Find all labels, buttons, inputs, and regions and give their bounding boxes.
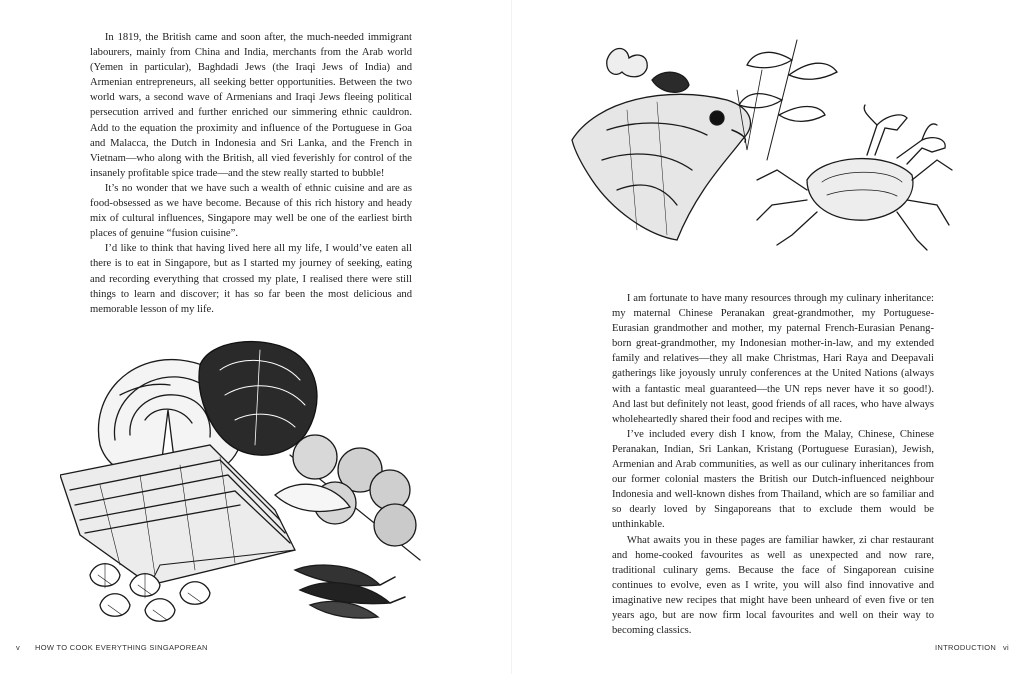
chillies-illustration	[295, 565, 405, 618]
paragraph: In 1819, the British came and soon after, the much-needed immigrant labourers, mainly from China and India, merchants from the Arab world (Yemen in particular), Baghdadi Jews (the Iraqi Jews of India) and Armenian entrepreneurs, all seeking better opportunities. Between the two world wars, a second wave of Armenians and Iraqi Jews fleeing political persecution arrived and further enriched our simmering ethnic cauldron. Add to the equation the proximity and influence of the Portuguese in Goa and Malacca, the Dutch in Indonesia and Sri Lanka, and the French in Vietnam—who along with the British, all vied feverishly for control of the insanely profitable spice trade—and the stew really started to bubble!	[90, 32, 412, 179]
running-head: HOW TO COOK EVERYTHING SINGAPOREAN	[35, 643, 208, 652]
paragraph: I’d like to think that having lived here all my life, I would’ve eaten all there is to eat in Singapore, but as I started my journey of seeking, eating and recording everything that crossed my plate, I realised there were still things to learn and discover; it has so far been the most delicious and memorable lesson of my life.	[90, 243, 412, 315]
fishballs-illustration	[275, 435, 420, 560]
folio-number: v	[16, 643, 21, 652]
folio-number: vi	[1003, 643, 1010, 652]
running-head: INTRODUCTION	[935, 643, 997, 652]
right-page	[512, 0, 1024, 674]
left-body-text	[90, 30, 412, 317]
paragraph: I am fortunate to have many resources through my culinary inheritance: my maternal Chinese Peranakan great-grandmother, my Portuguese-Eurasian grandmother and mother, my paternal French-Eurasian Penang-born great-grandmother, my Indonesian mother-in-law, and my extended family and relatives—they all make Christmas, Hari Raya and Deepavali gatherings like joyously unruly conferences at the United Nations (always with a fantastic meal guaranteed—the UN reps never have it so good!). And last but definitely not least, good friends of all races, who have always wholeheartedly shared their food and recipes with me.	[612, 293, 934, 425]
seafood-illustration	[567, 30, 967, 270]
paragraph: I’ve included every dish I know, from the Malay, Chinese, Chinese Peranakan, Indian, Sri Lankan, Kristang (Portuguese Eurasian), Jewish, Armenian and Arab communities, as well as our culinary inheritances from our former colonial masters the British our Dutch-influenced neighbour Indonesia and well-known dishes from Thailand, which are so familiar and so dearly loved by Singaporeans that to exclude them would be unthinkable.	[612, 428, 934, 531]
vegetables-meat-illustration	[60, 335, 440, 635]
tamarind-illustration	[607, 48, 689, 92]
paragraph: What awaits you in these pages are familiar hawker, zi char restaurant and home-cooked favourites as well as unexpected and now rare, traditional culinary gems. Because the face of Singaporean cuisine continues to evolve, even as I write, you will also find innovative and imaginative new recipes that might have been unheard of even five or ten years ago, but are now firm local favourites and well on their way to becoming classics.	[612, 534, 934, 637]
paragraph: It’s no wonder that we have such a wealth of ethnic cuisine and are as food-obsessed as we have become. Because of this rich history and heady mix of cultural influences, Singapore may well be one of the earliest birth places of genuine “fusion cuisine”.	[90, 182, 412, 240]
herb-leaves-illustration	[737, 40, 837, 160]
crab-illustration	[757, 105, 952, 250]
pork-belly-illustration	[60, 445, 295, 585]
fish-head-illustration	[572, 94, 750, 240]
right-body-text	[612, 291, 934, 638]
